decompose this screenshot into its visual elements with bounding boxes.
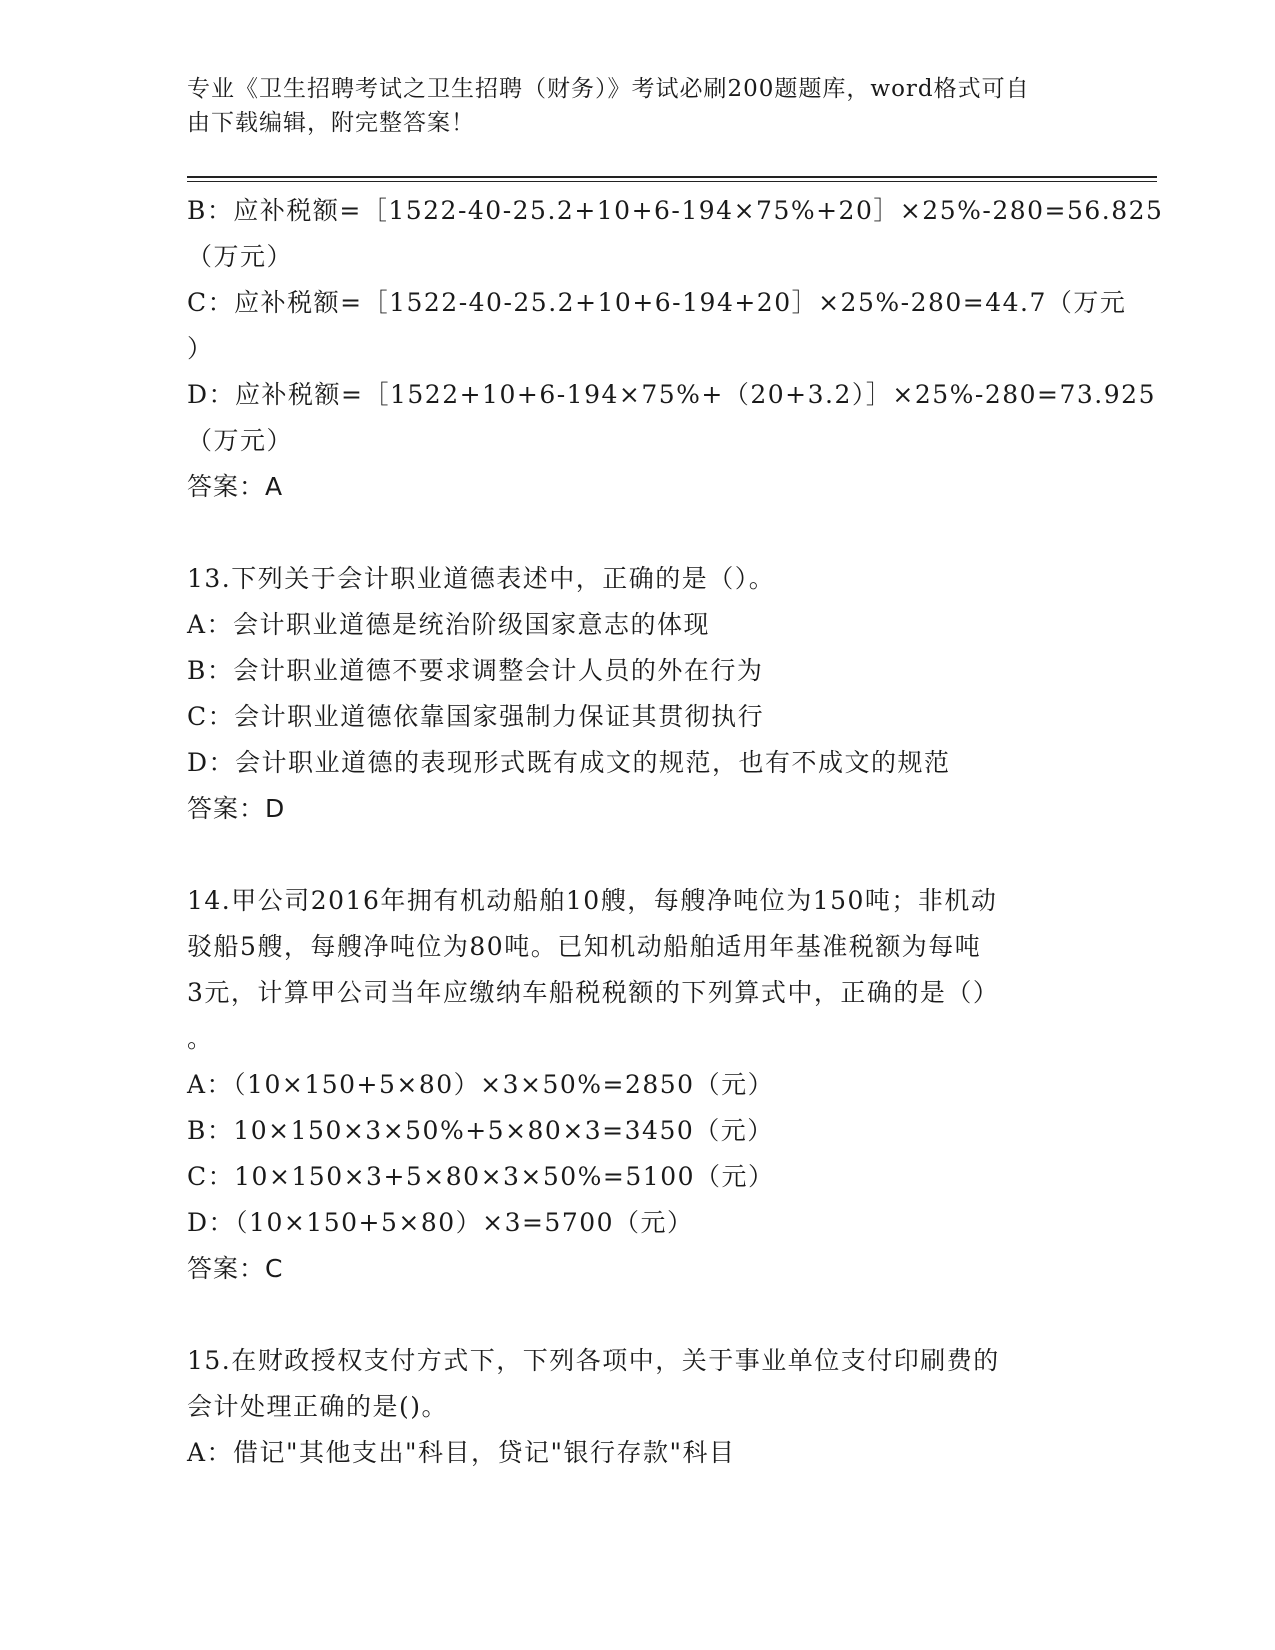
header-line-1: 专业《卫生招聘考试之卫生招聘（财务）》考试必刷200题题库，word格式可自 [187,76,1030,102]
q13-question: 13.下列关于会计职业道德表述中，正确的是（）。 [187,564,776,593]
spacer [187,510,1077,556]
q14-question-line-4: 。 [187,1024,214,1053]
q12-option-c: C：应补税额=［1522-40-25.2+10+6-194+20］×25%-280=44.7（万元 [187,288,1127,317]
q12-option-d: D：应补税额=［1522+10+6-194×75%+（20+3.2）］×25%-280=73.925 [187,380,1156,409]
spacer [187,1292,1077,1338]
document-header [187,72,1067,140]
q14-question-line-2: 驳船5艘，每艘净吨位为80吨。已知机动船舶适用年基准税额为每吨 [187,932,982,961]
q14-option-d: D：（10×150+5×80）×3=5700（元） [187,1208,694,1237]
q15-question-line-2: 会计处理正确的是()。 [187,1392,449,1421]
q14-option-b: B：10×150×3×50%+5×80×3=3450（元） [187,1116,774,1145]
header-line-2: 由下载编辑，附完整答案！ [187,110,475,136]
q14-option-a: A：（10×150+5×80）×3×50%=2850（元） [187,1070,775,1099]
question-content [187,188,1164,1476]
q13-option-c: C：会计职业道德依靠国家强制力保证其贯彻执行 [187,702,765,731]
spacer [187,832,1077,878]
q13-option-a: A：会计职业道德是统治阶级国家意志的体现 [187,610,711,639]
q14-answer: 答案：C [187,1254,284,1283]
q13-option-d: D：会计职业道德的表现形式既有成文的规范，也有不成文的规范 [187,748,951,777]
q13-answer: 答案：D [187,794,286,823]
q15-question-line-1: 15.在财政授权支付方式下，下列各项中，关于事业单位支付印刷费的 [187,1346,1000,1375]
q13-option-b: B：会计职业道德不要求调整会计人员的外在行为 [187,656,764,685]
q15-option-a: A：借记"其他支出"科目，贷记"银行存款"科目 [187,1438,736,1467]
header-divider-thin [187,181,1157,182]
q14-option-c: C：10×150×3+5×80×3×50%=5100（元） [187,1162,775,1191]
q12-option-b: B：应补税额=［1522-40-25.2+10+6-194×75%+20］×25%-280=56.825 [187,196,1164,225]
q12-option-d-cont: （万元） [187,426,294,455]
q12-answer: 答案：A [187,472,284,501]
q14-question-line-3: 3元，计算甲公司当年应缴纳车船税税额的下列算式中，正确的是（） [187,978,1000,1007]
q12-option-b-cont: （万元） [187,242,294,271]
header-divider-thick [187,176,1157,178]
q14-question-line-1: 14.甲公司2016年拥有机动船舶10艘，每艘净吨位为150吨；非机动 [187,886,998,915]
q12-option-c-cont: ） [187,334,214,363]
